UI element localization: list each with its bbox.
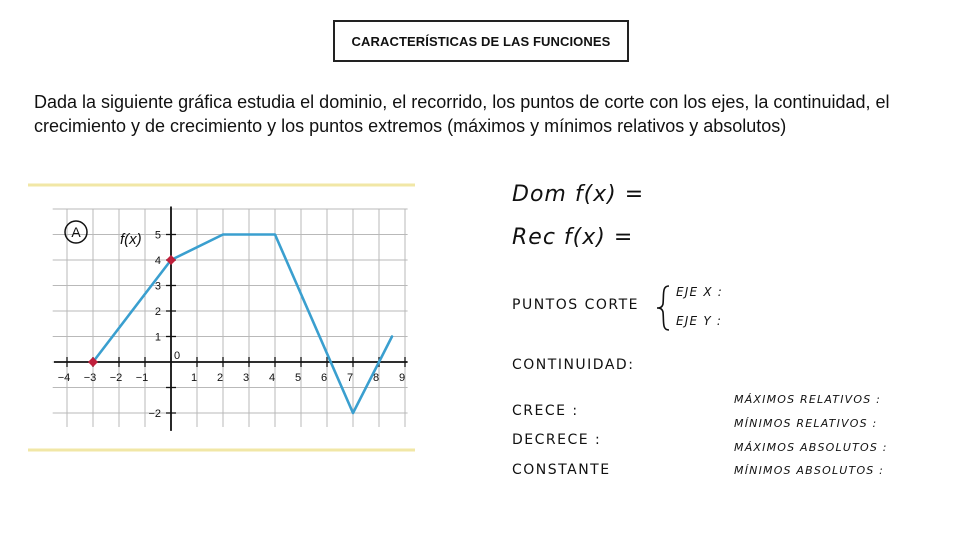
curly-brace-icon <box>656 284 672 332</box>
y-tick-label: 5 <box>154 229 161 242</box>
x-tick-label: 2 <box>216 372 224 384</box>
x-tick-label: 6 <box>320 372 328 384</box>
x-tick-label: −2 <box>109 372 123 384</box>
decrece-note: DECRECE : <box>512 432 602 448</box>
page-title: CARACTERÍSTICAS DE LAS FUNCIONES <box>351 33 611 49</box>
x-tick-label: −3 <box>83 372 97 384</box>
x-tick-label: 5 <box>294 372 302 384</box>
y-axis-label: f(x) <box>120 231 142 248</box>
panel-label: A <box>71 224 81 240</box>
constante-note: CONSTANTE <box>512 462 611 478</box>
page-title-box <box>333 20 629 62</box>
continuidad-note: CONTINUIDAD: <box>512 357 635 373</box>
crece-note: CRECE : <box>512 403 579 419</box>
y-tick-label: 1 <box>154 331 161 344</box>
dom-note: Dom f(x) = <box>512 182 645 207</box>
y-tick-label: 4 <box>154 255 161 267</box>
function-graph <box>28 182 418 454</box>
y-tick-label: 2 <box>154 306 161 318</box>
rec-note: Rec f(x) = <box>512 225 634 250</box>
function-line <box>93 235 392 414</box>
min-abs-note: MÍNIMOS ABSOLUTOS : <box>734 464 885 477</box>
x-tick-label: 8 <box>372 372 380 384</box>
max-abs-note: MÁXIMOS ABSOLUTOS : <box>734 441 888 454</box>
puntos-corte-note: PUNTOS CORTE <box>512 297 639 313</box>
x-tick-label: 1 <box>190 372 198 384</box>
eje-x-note: EJE X : <box>676 285 723 299</box>
x-tick-label: 4 <box>268 372 276 384</box>
x-tick-label: 7 <box>346 372 354 384</box>
max-rel-note: MÁXIMOS RELATIVOS : <box>734 393 882 406</box>
y-tick-label: −2 <box>148 408 161 420</box>
instructions-text: Dada la siguiente gráfica estudia el dominio, el recorrido, los puntos de corte con los ejes, la continuidad, el crecimiento y de crecimiento y los puntos extremos (máximos y mínimos relativos y absolutos) <box>34 92 890 136</box>
x-tick-label: 9 <box>398 372 406 384</box>
x-tick-label: 3 <box>242 372 250 384</box>
x-tick-label: −1 <box>135 372 149 384</box>
x-tick-label: −4 <box>57 372 71 384</box>
min-rel-note: MÍNIMOS RELATIVOS : <box>734 417 878 430</box>
eje-y-note: EJE Y : <box>676 314 723 328</box>
y-tick-label: 3 <box>154 280 161 293</box>
x-tick-label: 0 <box>173 350 181 362</box>
